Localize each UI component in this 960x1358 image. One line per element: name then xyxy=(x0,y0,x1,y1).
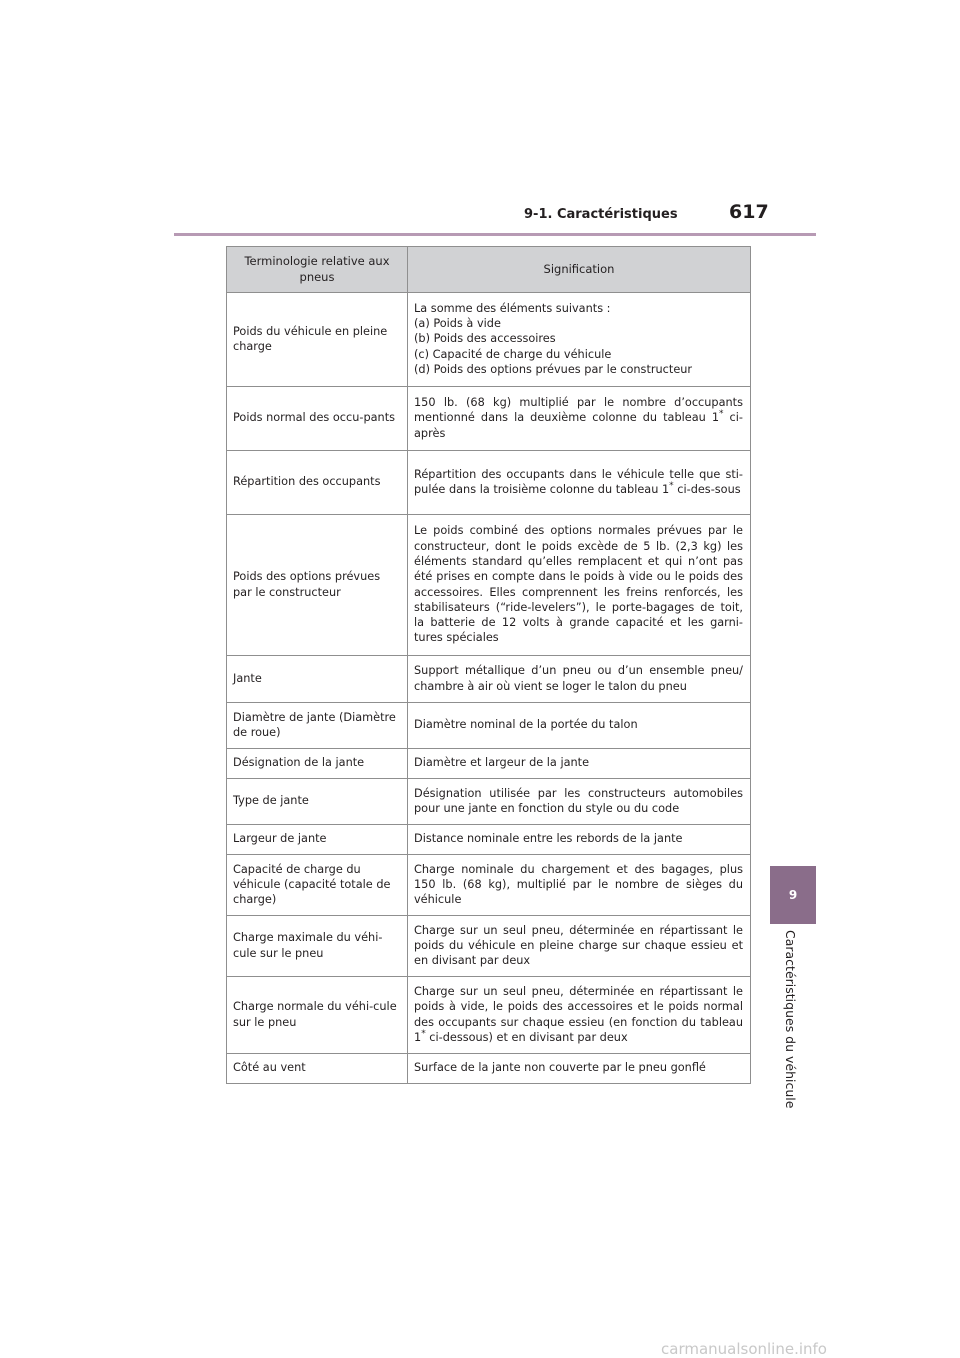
meaning-cell: Diamètre nominal de la portée du talon xyxy=(408,703,751,749)
term-cell: Côté au vent xyxy=(227,1054,408,1084)
table-row xyxy=(227,293,751,387)
term-cell: Charge normale du véhi-cule sur le pneu xyxy=(227,977,408,1054)
meaning-text: Répartition des occupants dans le véhicule telle que sti-pulée dans la troisième colonne du tableau 1 xyxy=(414,467,743,496)
table-row xyxy=(227,749,751,779)
meaning-text-end: ci-dessous) et en divisant par deux xyxy=(425,1030,628,1044)
list-item: (d) Poids des options prévues par le constructeur xyxy=(414,362,693,376)
table-row xyxy=(227,916,751,977)
header-divider xyxy=(174,233,816,236)
table-row xyxy=(227,855,751,916)
meaning-cell: Charge sur un seul pneu, déterminée en répartissant le poids du véhicule en pleine charge sur chaque essieu et en divisant par deux xyxy=(408,916,751,977)
meaning-text: 150 lb. (68 kg) multiplié par le nombre d’occupants mentionné dans la deuxième colonne du tableau 1 xyxy=(414,396,743,425)
meaning-cell xyxy=(408,293,751,387)
watermark-text: carmanualsonline.info xyxy=(661,1340,827,1358)
meaning-intro: La somme des éléments suivants : xyxy=(414,301,611,315)
term-cell: Type de jante xyxy=(227,779,408,825)
table-row xyxy=(227,451,751,515)
section-title: 9-1. Caractéristiques xyxy=(524,207,678,222)
term-cell: Poids normal des occu-pants xyxy=(227,387,408,451)
table-row xyxy=(227,779,751,825)
meaning-cell xyxy=(408,387,751,451)
term-cell: Désignation de la jante xyxy=(227,749,408,779)
footnote-mark: * xyxy=(719,409,724,420)
list-item: (a) Poids à vide xyxy=(414,317,501,331)
chapter-number: 9 xyxy=(788,888,798,902)
term-cell: Répartition des occupants xyxy=(227,451,408,515)
table-row xyxy=(227,825,751,855)
list-item: (c) Capacité de charge du véhicule xyxy=(414,347,612,361)
table-row xyxy=(227,703,751,749)
table-row xyxy=(227,387,751,451)
column-header-terminology: Terminologie relative aux pneus xyxy=(227,247,408,293)
meaning-cell: Surface de la jante non couverte par le pneu gonflé xyxy=(408,1054,751,1084)
meaning-cell: Distance nominale entre les rebords de la jante xyxy=(408,825,751,855)
meaning-text-end: ci-après xyxy=(414,411,743,440)
footnote-mark: * xyxy=(669,481,674,492)
term-cell: Jante xyxy=(227,656,408,703)
term-cell: Poids des options prévues par le constructeur xyxy=(227,515,408,656)
table-row xyxy=(227,977,751,1054)
meaning-cell: Le poids combiné des options normales prévues par le constructeur, dont le poids excède de 5 lb. (2,3 kg) les éléments standard qu’elles remplacent et qui n’ont pas été prises en compte dans le poids à vide ou le poids des accessoires. Elles comprennent les freins renforcés, les stabilisateurs (“ride-levelers”), le porte-bagages de toit, la batterie de 12 volts à grande capacité et les garni-tures spéciales xyxy=(408,515,751,656)
table-row xyxy=(227,515,751,656)
chapter-tab xyxy=(770,866,816,924)
meaning-cell: Support métallique d’un pneu ou d’un ensemble pneu/ chambre à air où vient se loger le talon du pneu xyxy=(408,656,751,703)
term-cell: Charge maximale du véhi-cule sur le pneu xyxy=(227,916,408,977)
page-number: 617 xyxy=(729,201,769,223)
meaning-cell: Diamètre et largeur de la jante xyxy=(408,749,751,779)
tire-terminology-table xyxy=(226,246,751,1084)
meaning-text-end: ci-des-sous xyxy=(673,483,741,496)
footnote-mark: * xyxy=(421,1029,426,1040)
term-cell: Capacité de charge du véhicule (capacité totale de charge) xyxy=(227,855,408,916)
list-item: (b) Poids des accessoires xyxy=(414,332,556,346)
column-header-meaning: Signification xyxy=(408,247,751,293)
table-row xyxy=(227,656,751,703)
component-list xyxy=(414,316,743,377)
meaning-cell: Charge nominale du chargement et des bagages, plus 150 lb. (68 kg), multiplié par le nombre de sièges du véhicule xyxy=(408,855,751,916)
chapter-title: Caractéristiques du véhicule xyxy=(783,930,798,1109)
meaning-text: Charge sur un seul pneu, déterminée en répartissant le poids à vide, le poids des accessoires et le poids normal des occupants sur chaque essieu (en fonction du tableau 1 xyxy=(414,984,743,1044)
meaning-cell xyxy=(408,451,751,515)
meaning-cell: Désignation utilisée par les constructeurs automobiles pour une jante en fonction du style ou du code xyxy=(408,779,751,825)
term-cell: Largeur de jante xyxy=(227,825,408,855)
table-header-row xyxy=(227,247,751,293)
term-cell: Poids du véhicule en pleine charge xyxy=(227,293,408,387)
meaning-cell xyxy=(408,977,751,1054)
term-cell: Diamètre de jante (Diamètre de roue) xyxy=(227,703,408,749)
table-row xyxy=(227,1054,751,1084)
